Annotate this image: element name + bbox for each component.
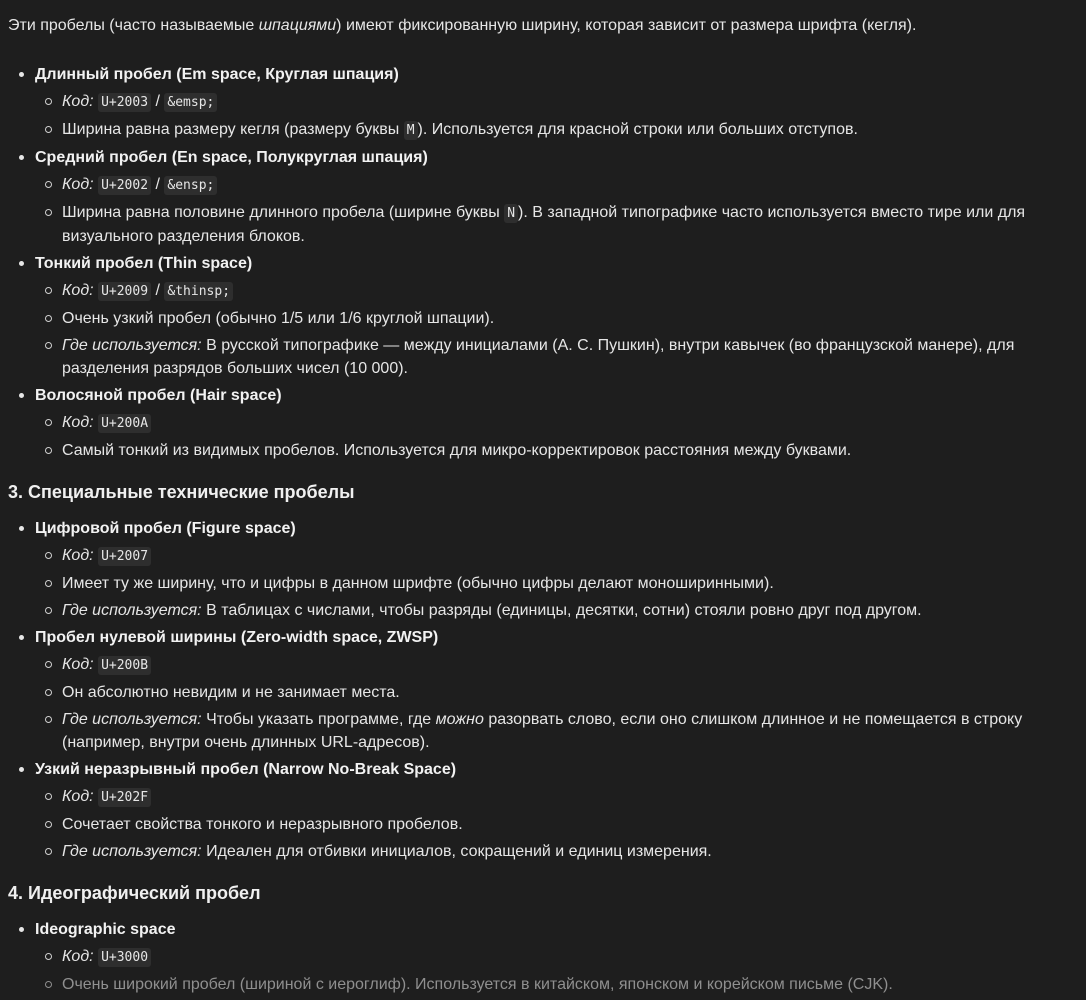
sub-list xyxy=(35,945,1078,996)
unicode-code: U+2003 xyxy=(98,93,151,112)
code-line xyxy=(35,279,1078,303)
intro-emphasis: шпациями xyxy=(258,17,337,34)
usage-line xyxy=(35,599,1078,622)
item-title: Средний пробел (En space, Полукруглая шпация) xyxy=(35,149,428,166)
list-item-ideographic-space xyxy=(8,918,1078,996)
html-entity-code: &thinsp; xyxy=(164,282,233,301)
usage-label: Где используется: xyxy=(62,602,202,619)
unicode-code: U+200A xyxy=(98,414,151,433)
sub-list xyxy=(35,785,1078,863)
unicode-code: U+202F xyxy=(98,788,151,807)
list-item-en-space xyxy=(8,146,1078,248)
usage-label: Где используется: xyxy=(62,843,202,860)
unicode-code: U+200B xyxy=(98,656,151,675)
usage-label: Где используется: xyxy=(62,711,202,728)
list-item-em-space xyxy=(8,63,1078,142)
usage-line xyxy=(35,840,1078,863)
intro-paragraph xyxy=(8,14,1078,37)
usage-label: Где используется: xyxy=(62,337,202,354)
code-label: Код: xyxy=(62,788,94,805)
usage-text: В таблицах с числами, чтобы разряды (единицы, десятки, сотни) стояли ровно друг под другом. xyxy=(206,602,922,619)
description-line: Имеет ту же ширину, что и цифры в данном шрифте (обычно цифры делают моноширинными). xyxy=(35,572,1078,595)
sub-list xyxy=(35,411,1078,462)
description-line: Самый тонкий из видимых пробелов. Используется для микро-корректировок расстояния между буквами. xyxy=(35,439,1078,462)
unicode-code: U+3000 xyxy=(98,948,151,967)
sub-list xyxy=(35,90,1078,142)
usage-text: Идеален для отбивки инициалов, сокращений и единиц измерения. xyxy=(206,843,712,860)
code-label: Код: xyxy=(62,547,94,564)
description-line: Очень широкий пробел (шириной с иероглиф). Используется в китайском, японском и корейском письме (CJK). xyxy=(35,973,1078,996)
sub-list xyxy=(35,173,1078,248)
item-title: Узкий неразрывный пробел (Narrow No-Break Space) xyxy=(35,761,457,778)
inline-letter-code: N xyxy=(504,204,518,223)
html-entity-code: &ensp; xyxy=(164,176,217,195)
sub-list xyxy=(35,653,1078,754)
description-text-after: ). Используется для красной строки или больших отступов. xyxy=(417,121,858,138)
code-line xyxy=(35,411,1078,435)
code-label: Код: xyxy=(62,414,94,431)
code-line xyxy=(35,785,1078,809)
item-title: Длинный пробел (Em space, Круглая шпация) xyxy=(35,66,399,83)
description-text: Ширина равна размеру кегля (размеру буквы xyxy=(62,121,404,138)
space-list-technical xyxy=(8,517,1078,863)
list-item-thin-space xyxy=(8,252,1078,380)
code-label: Код: xyxy=(62,282,94,299)
code-label: Код: xyxy=(62,656,94,673)
document-body xyxy=(8,14,1078,1000)
description-line: Сочетает свойства тонкого и неразрывного пробелов. xyxy=(35,813,1078,836)
list-item-hair-space xyxy=(8,384,1078,462)
list-item-narrow-no-break-space xyxy=(8,758,1078,863)
code-label: Код: xyxy=(62,93,94,110)
usage-text-before: Чтобы указать программе, где xyxy=(206,711,436,728)
space-list-ideographic xyxy=(8,918,1078,996)
unicode-code: U+2007 xyxy=(98,547,151,566)
list-item-figure-space xyxy=(8,517,1078,622)
usage-line xyxy=(35,334,1078,380)
usage-text-after: разорвать слово, если оно слишком длинное и не помещается в строку (например, внутри очень длинных URL-адресов). xyxy=(62,711,1023,751)
slash-separator: / xyxy=(155,93,160,110)
description-text: Ширина равна половине длинного пробела (ширине буквы xyxy=(62,204,505,221)
item-title: Цифровой пробел (Figure space) xyxy=(35,520,296,537)
html-entity-code: &emsp; xyxy=(164,93,217,112)
usage-emphasis: можно xyxy=(435,711,484,728)
code-line xyxy=(35,653,1078,677)
section-heading-technical: 3. Специальные технические пробелы xyxy=(8,482,355,502)
code-line xyxy=(35,90,1078,114)
description-line: Он абсолютно невидим и не занимает места. xyxy=(35,681,1078,704)
item-title: Пробел нулевой ширины (Zero-width space, ZWSP) xyxy=(35,629,439,646)
code-line xyxy=(35,173,1078,197)
intro-text-after: ) имеют фиксированную ширину, которая зависит от размера шрифта (кегля). xyxy=(336,17,917,34)
item-title: Тонкий пробел (Thin space) xyxy=(35,255,253,272)
description-line xyxy=(35,201,1078,248)
usage-text: В русской типографике — между инициалами (А. С. Пушкин), внутри кавычек (во французской манере), для разделения разрядов больших чисел (10 000). xyxy=(62,337,1015,377)
usage-line xyxy=(35,708,1078,754)
item-title: Волосяной пробел (Hair space) xyxy=(35,387,282,404)
list-item-zero-width-space xyxy=(8,626,1078,754)
description-text-after: ). В западной типографике часто используется вместо тире или для визуального разделения блоков. xyxy=(62,204,1026,245)
space-list-group1 xyxy=(8,63,1078,462)
code-label: Код: xyxy=(62,948,94,965)
sub-list xyxy=(35,544,1078,622)
unicode-code: U+2002 xyxy=(98,176,151,195)
slash-separator: / xyxy=(155,282,160,299)
slash-separator: / xyxy=(155,176,160,193)
inline-letter-code: M xyxy=(404,121,418,140)
code-line xyxy=(35,945,1078,969)
item-title: Ideographic space xyxy=(35,921,176,938)
code-line xyxy=(35,544,1078,568)
code-label: Код: xyxy=(62,176,94,193)
unicode-code: U+2009 xyxy=(98,282,151,301)
sub-list xyxy=(35,279,1078,380)
section-heading-ideographic: 4. Идеографический пробел xyxy=(8,883,261,903)
description-line xyxy=(35,118,1078,142)
description-line: Очень узкий пробел (обычно 1/5 или 1/6 круглой шпации). xyxy=(35,307,1078,330)
intro-text-before: Эти пробелы (часто называемые xyxy=(8,17,259,34)
